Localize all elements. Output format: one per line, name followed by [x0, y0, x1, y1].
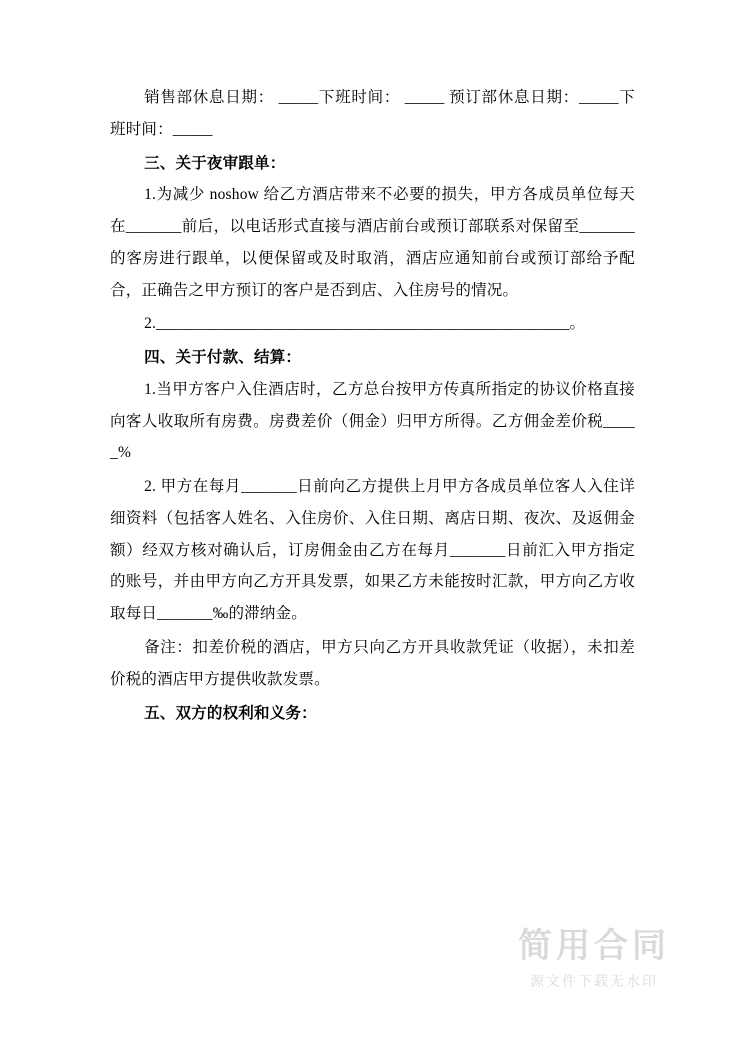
paragraph-3-2: 2.____________________________________________________。	[144, 315, 586, 333]
paragraph-4-2: 2. 甲方在每月_______日前向乙方提供上月甲方各成员单位客人入住详细资料（包括客人姓名、入住房价、入住日期、离店日期、夜次、及返佣金额）经双方核对确认后，订房佣金由乙方在每月_______日前汇入甲方指定的账号，并由甲方向乙方开具发票，如果乙方未能按时汇款，甲方向乙方收取每日_______‰的滞纳金。	[110, 478, 635, 623]
document-body	[110, 82, 635, 729]
watermark-subtitle: 源文件下载无水印	[530, 973, 658, 989]
heading-section-three: 三、关于夜审跟单：	[144, 154, 286, 172]
heading-section-four: 四、关于付款、结算：	[144, 349, 302, 367]
paragraph-rest-dates: 销售部休息日期： _____下班时间： _____ 预订部休息日期：_____下班时间：_____	[110, 89, 635, 138]
paragraph-4-1: 1.当甲方客户入住酒店时，乙方总台按甲方传真所指定的协议价格直接向客人收取所有房费。房费差价（佣金）归甲方所得。乙方佣金差价税_____%	[110, 380, 635, 462]
paragraph-3-1: 1.为减少 noshow 给乙方酒店带来不必要的损失，甲方各成员单位每天在_______前后，以电话形式直接与酒店前台或预订部联系对保留至_______的客房进行跟单，以便保留或及时取消，酒店应通知前台或预订部给予配合，正确告之甲方预订的客户是否到店、入住房号的情况。	[110, 186, 635, 299]
heading-section-five: 五、双方的权利和义务：	[144, 704, 317, 722]
watermark-title: 简用合同	[518, 926, 670, 965]
paragraph-4-note: 备注：扣差价税的酒店，甲方只向乙方开具收款凭证（收据），未扣差价税的酒店甲方提供收款发票。	[110, 639, 635, 688]
watermark	[474, 928, 714, 991]
